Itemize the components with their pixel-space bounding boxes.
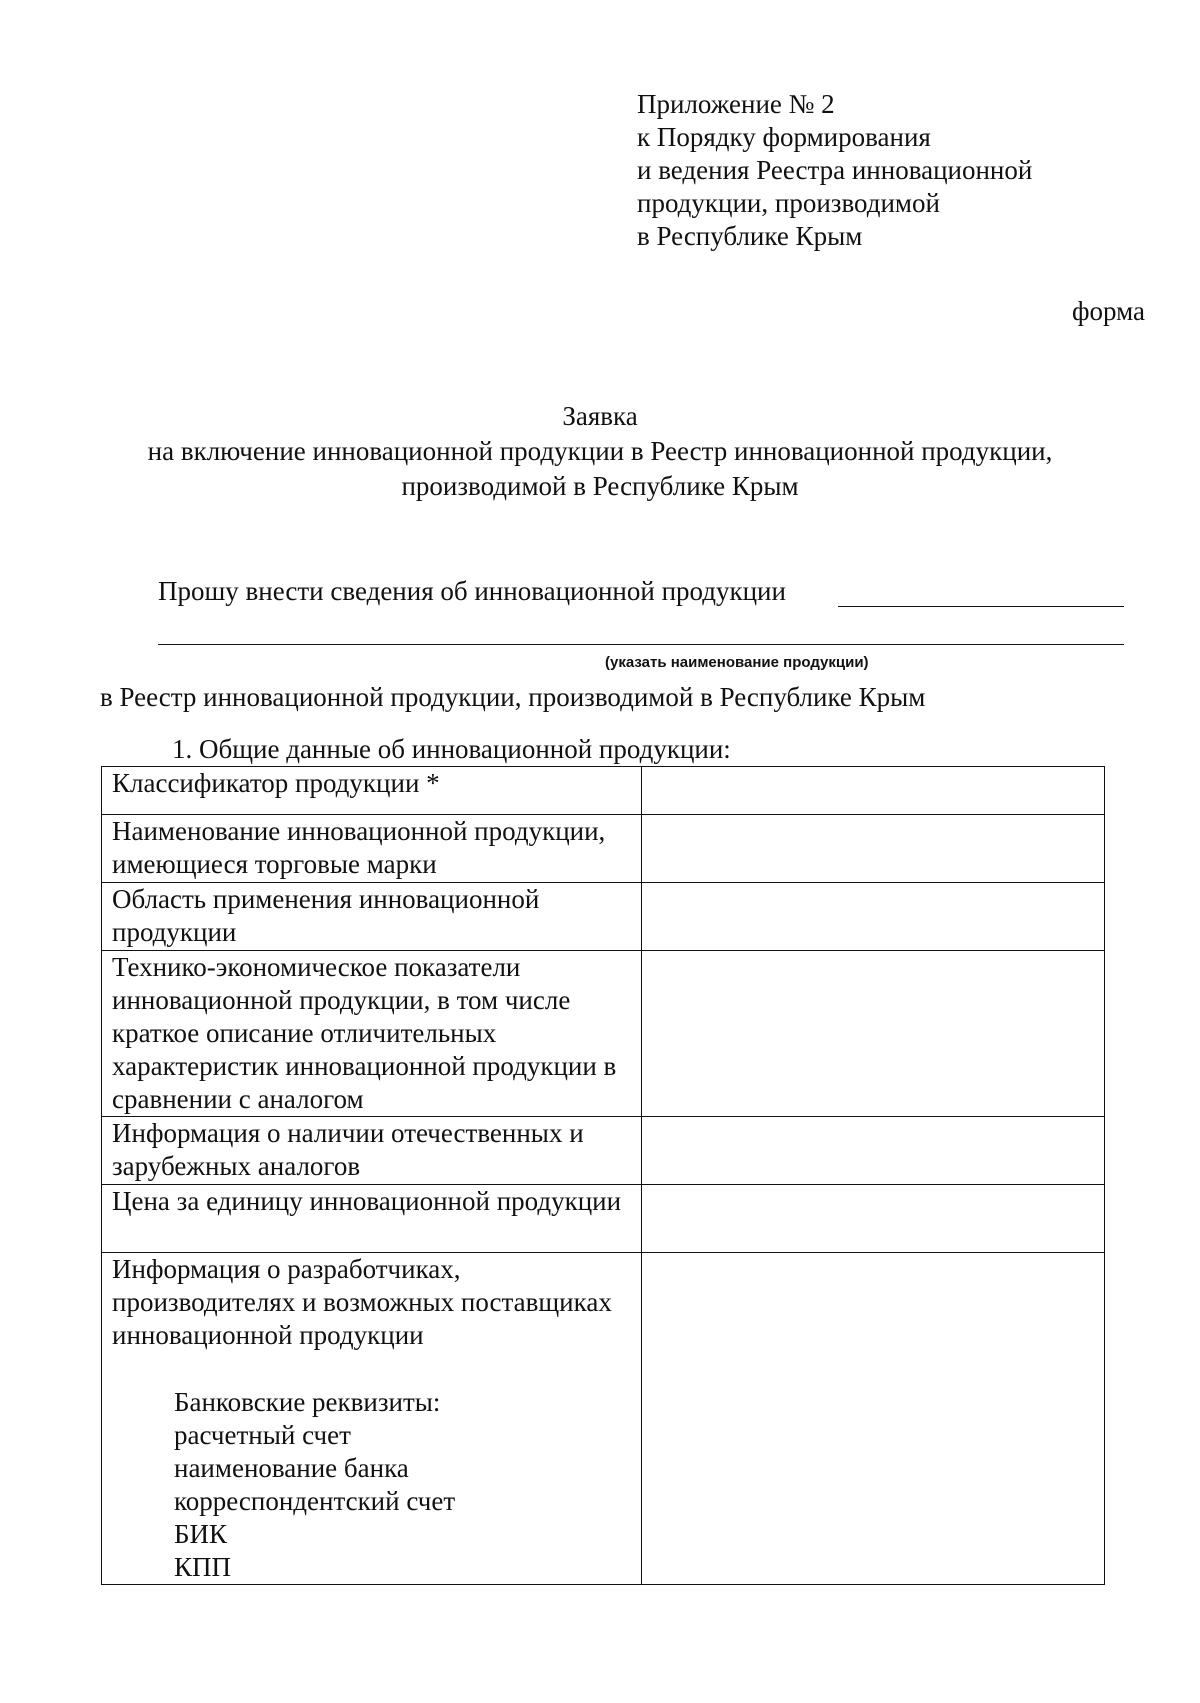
request-text: Прошу внести сведения об инновационной продукции [158, 576, 786, 606]
row-label: Классификатор продукции * [102, 767, 642, 815]
product-name-field[interactable] [838, 606, 1124, 607]
form-label: форма [1072, 296, 1145, 326]
row-value-cell[interactable] [642, 951, 1105, 1117]
bank-details [112, 1386, 637, 1584]
document-title [0, 399, 1200, 504]
row-label-developers [102, 1253, 642, 1585]
title-heading: Заявка [562, 401, 638, 431]
table-row [102, 951, 1105, 1117]
table-row [102, 1185, 1105, 1253]
appendix-line: в Республике Крым [637, 221, 863, 251]
row-label: Технико-экономическое показатели инновационной продукции, в том числе краткое описание отличительных характеристик инновационной продукции в сравнении с аналогом [102, 951, 642, 1117]
row-value-cell[interactable] [642, 815, 1105, 883]
title-line: на включение инновационной продукции в Реестр инновационной продукции, [147, 436, 1053, 466]
bank-details-item: КПП [174, 1552, 232, 1582]
bank-details-item: наименование банка [174, 1453, 409, 1483]
row-label: Цена за единицу инновационной продукции [102, 1185, 642, 1253]
row-label: Наименование инновационной продукции, имеющиеся торговые марки [102, 815, 642, 883]
bank-details-item: расчетный счет [174, 1420, 351, 1450]
table-row [102, 815, 1105, 883]
appendix-line: к Порядку формирования [637, 122, 931, 152]
row-value-cell[interactable] [642, 767, 1105, 815]
table-row [102, 767, 1105, 815]
row-value-cell[interactable] [642, 883, 1105, 951]
row-label: Информация о наличии отечественных и зарубежных аналогов [102, 1117, 642, 1185]
row-value-cell[interactable] [642, 1117, 1105, 1185]
appendix-header [637, 88, 1032, 253]
bank-details-item: корреспондентский счет [174, 1486, 456, 1516]
field-hint: (указать наименование продукции) [605, 654, 869, 671]
row-label: Информация о разработчиках, производителях и возможных поставщиках инновационной продукции [112, 1254, 612, 1350]
product-info-table [101, 766, 1105, 1585]
product-name-field-continued[interactable] [158, 644, 1124, 645]
title-line: производимой в Республике Крым [401, 471, 799, 501]
table-row [102, 1117, 1105, 1185]
registry-text: в Реестр инновационной продукции, производимой в Республике Крым [100, 682, 926, 712]
row-label: Область применения инновационной продукции [102, 883, 642, 951]
appendix-line: Приложение № 2 [637, 89, 835, 119]
bank-details-heading: Банковские реквизиты: [174, 1387, 441, 1417]
table-row [102, 883, 1105, 951]
row-value-cell[interactable] [642, 1253, 1105, 1585]
bank-details-item: БИК [174, 1519, 228, 1549]
appendix-line: и ведения Реестра инновационной [637, 155, 1033, 185]
appendix-line: продукции, производимой [637, 188, 940, 218]
row-value-cell[interactable] [642, 1185, 1105, 1253]
section-title: 1. Общие данные об инновационной продукции: [172, 734, 731, 764]
table-row [102, 1253, 1105, 1585]
